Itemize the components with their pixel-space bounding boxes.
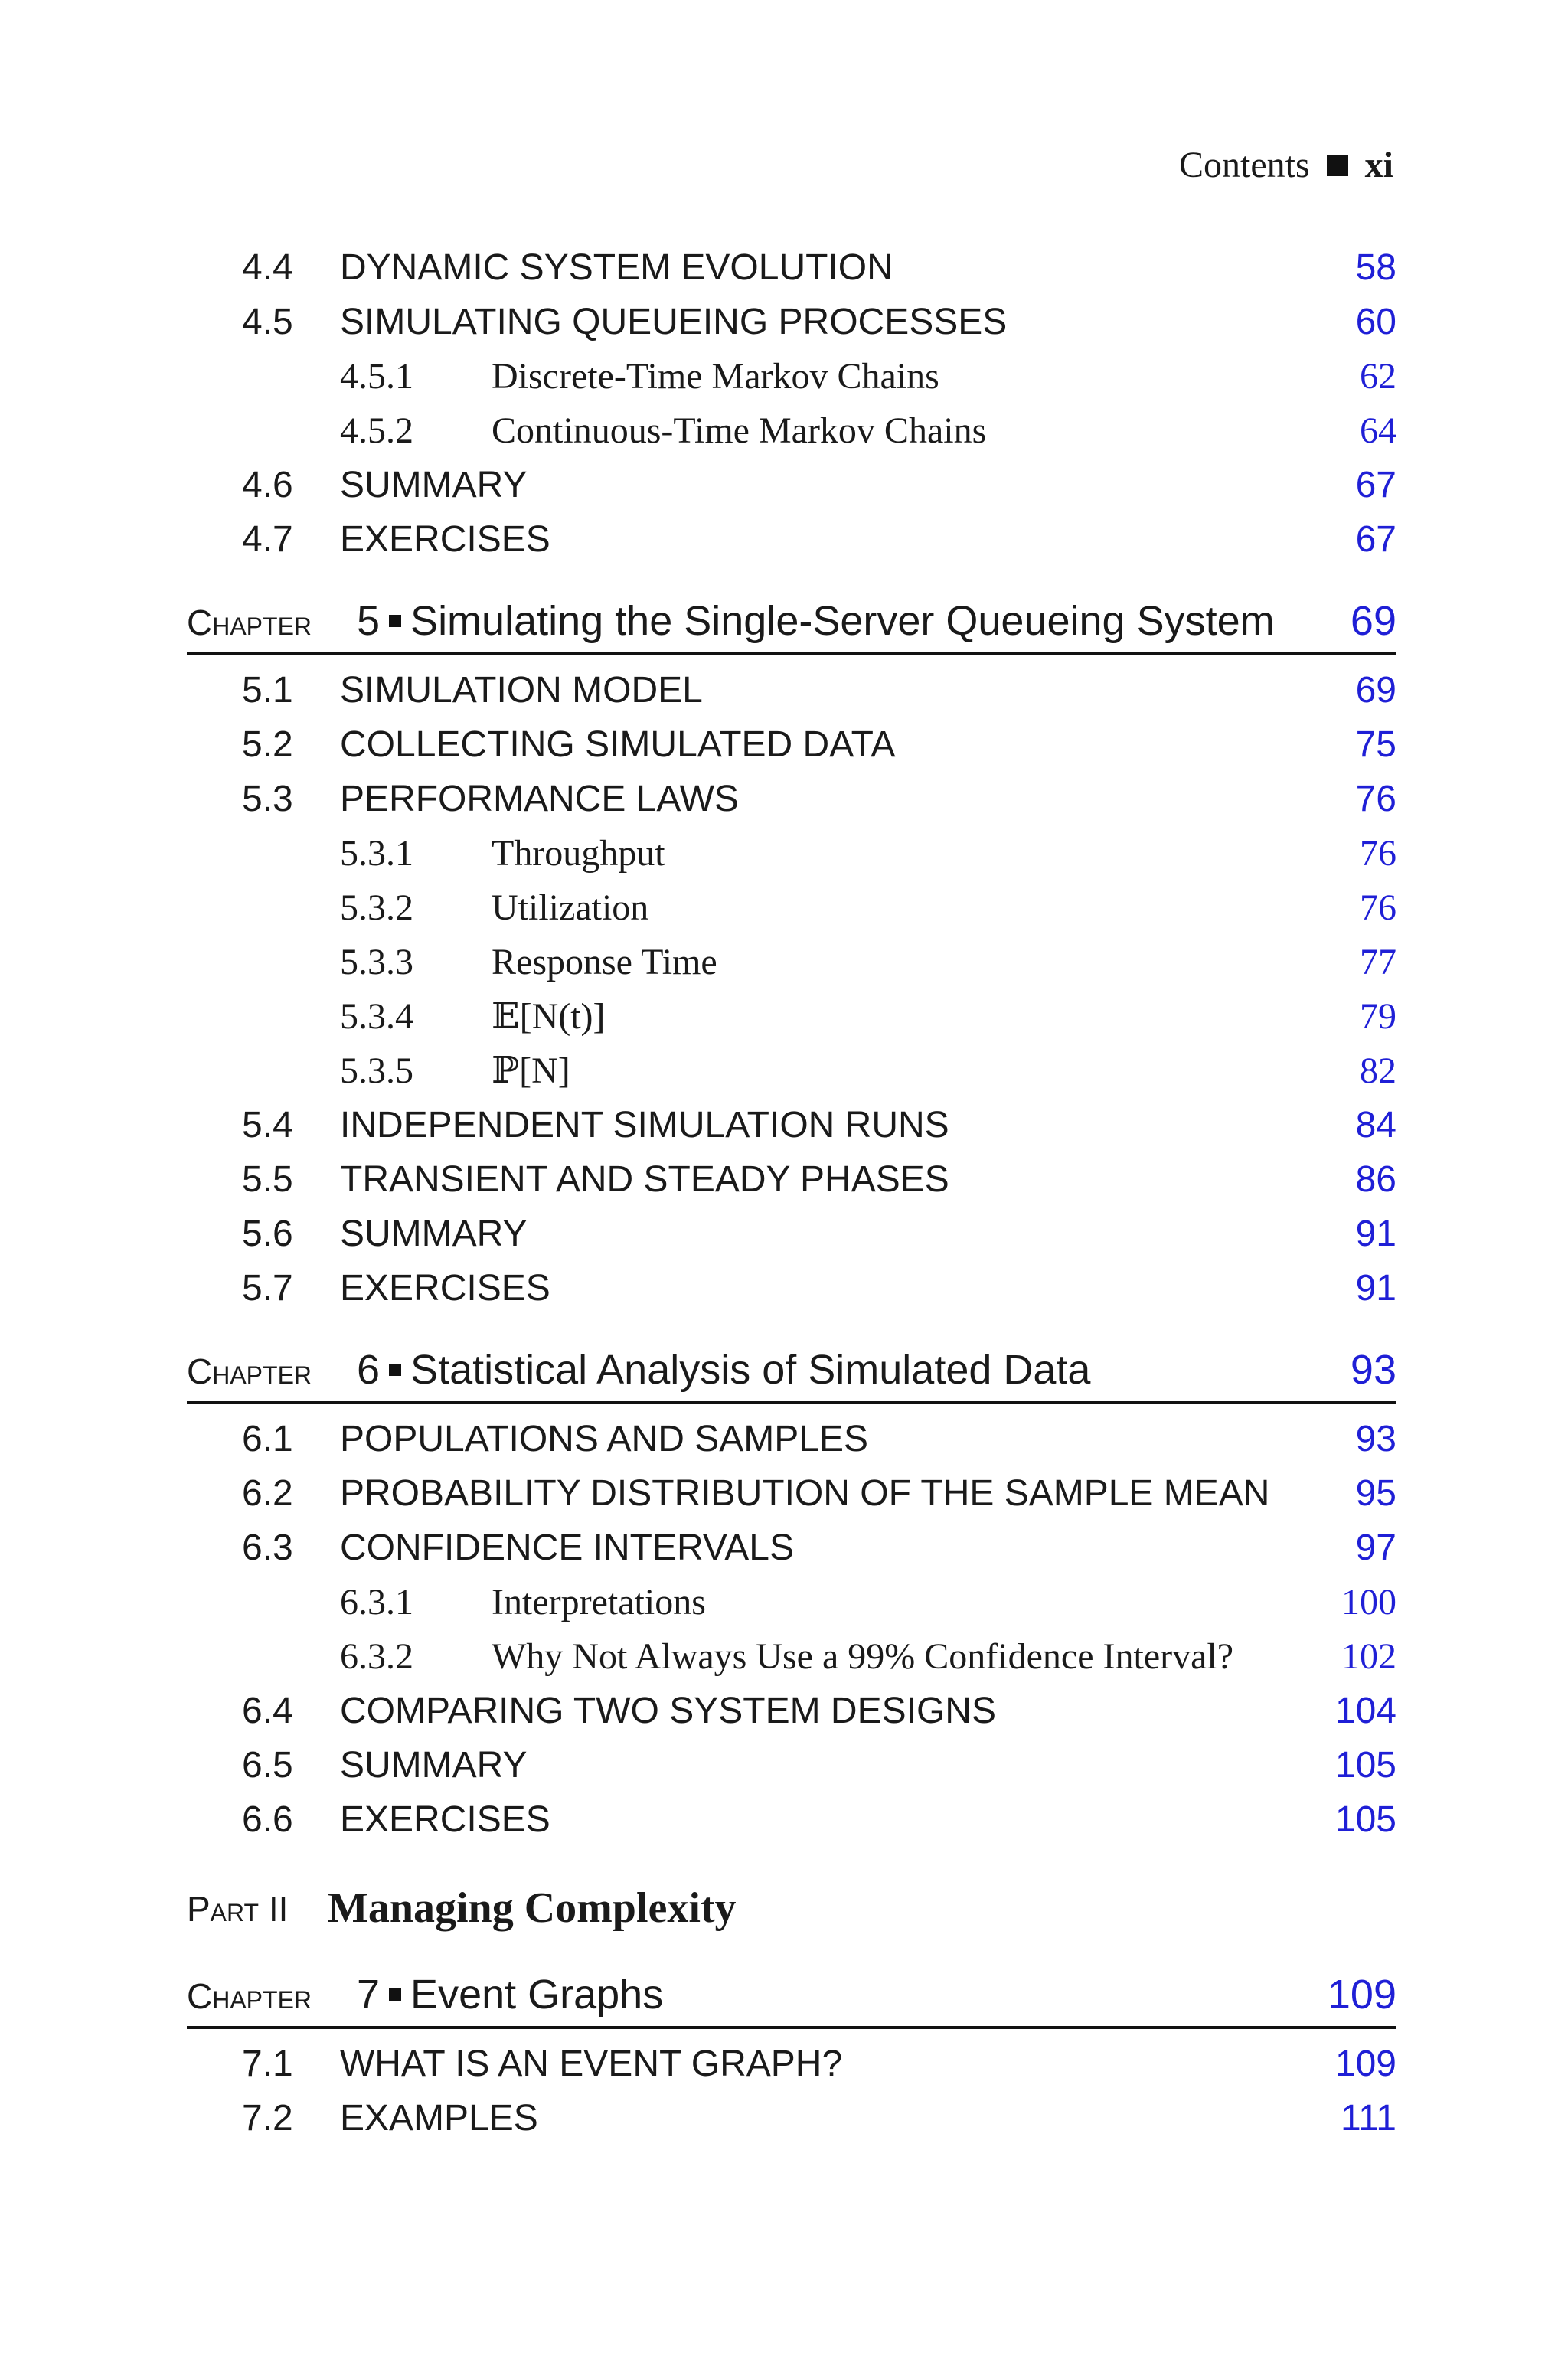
entry-title: Utilization [492, 887, 649, 928]
entry-page-link[interactable]: 77 [1360, 942, 1396, 982]
entry-title: DYNAMIC SYSTEM EVOLUTION [340, 247, 893, 288]
entry-page-link[interactable]: 64 [1360, 410, 1396, 451]
toc-section-entry[interactable] [187, 717, 1396, 772]
entry-page-link[interactable]: 67 [1355, 465, 1396, 505]
entry-number: 6.2 [242, 1473, 293, 1514]
entry-page-link[interactable]: 93 [1355, 1419, 1396, 1459]
entry-title: EXERCISES [340, 519, 550, 560]
entry-title: Why Not Always Use a 99% Confidence Interval? [492, 1636, 1234, 1677]
toc-subsection-entry[interactable] [187, 404, 1396, 458]
toc-section-entry[interactable] [187, 1098, 1396, 1152]
entry-title: EXERCISES [340, 1268, 550, 1309]
toc-subsection-entry[interactable] [187, 826, 1396, 881]
entry-number: 5.3.5 [340, 1051, 413, 1091]
entry-number: 6.1 [242, 1419, 293, 1459]
toc-section-entry[interactable] [187, 1261, 1396, 1315]
entry-title: PROBABILITY DISTRIBUTION OF THE SAMPLE MEAN [340, 1473, 1270, 1514]
part-label: Part II [187, 1889, 289, 1929]
toc-section-entry[interactable] [187, 2091, 1396, 2145]
entry-number: 7.1 [242, 2044, 293, 2084]
entry-number: 6.3.1 [340, 1582, 413, 1622]
entry-title: SIMULATING QUEUEING PROCESSES [340, 302, 1008, 342]
entry-page-link[interactable]: 82 [1360, 1051, 1396, 1091]
chapter-page-link[interactable]: 69 [1350, 598, 1396, 644]
entry-page-link[interactable]: 58 [1355, 247, 1396, 288]
toc-section-entry[interactable] [187, 458, 1396, 512]
entry-page-link[interactable]: 76 [1360, 887, 1396, 928]
toc-subsection-entry[interactable] [187, 881, 1396, 935]
entry-number: 5.3.1 [340, 833, 413, 874]
entry-number: 5.3 [242, 779, 293, 819]
entry-page-link[interactable]: 84 [1355, 1105, 1396, 1145]
entry-number: 6.5 [242, 1745, 293, 1786]
toc-section-entry[interactable] [187, 1207, 1396, 1261]
entry-page-link[interactable]: 60 [1355, 302, 1396, 342]
square-bullet-icon [389, 615, 401, 627]
entry-title: 𝔼[N(t)] [492, 996, 606, 1037]
entry-title: ℙ[N] [492, 1051, 570, 1091]
chapter-title: Simulating the Single-Server Queueing System [410, 598, 1275, 644]
entry-page-link[interactable]: 67 [1355, 519, 1396, 560]
toc-chapter-heading[interactable] [187, 580, 1396, 655]
toc-section-entry[interactable] [187, 772, 1396, 826]
chapter-label: Chapter [187, 1351, 312, 1391]
toc-section-entry[interactable] [187, 1152, 1396, 1207]
entry-title: PERFORMANCE LAWS [340, 779, 739, 819]
chapter-title: Event Graphs [410, 1972, 664, 2018]
entry-number: 6.4 [242, 1691, 293, 1731]
toc-subsection-entry[interactable] [187, 935, 1396, 989]
entry-number: 5.3.2 [340, 887, 413, 928]
entry-page-link[interactable]: 105 [1334, 1745, 1396, 1786]
chapter-number: 6 [357, 1347, 381, 1393]
entry-title: EXERCISES [340, 1799, 550, 1840]
entry-title: SUMMARY [340, 465, 528, 505]
chapter-number: 5 [357, 598, 381, 644]
toc-section-entry[interactable] [187, 1521, 1396, 1575]
toc-section-entry[interactable] [187, 1738, 1396, 1792]
toc-section-entry[interactable] [187, 1466, 1396, 1521]
entry-page-link[interactable]: 104 [1334, 1691, 1396, 1731]
entry-number: 5.3.4 [340, 996, 413, 1037]
chapter-page-link[interactable]: 109 [1327, 1972, 1396, 2018]
entry-page-link[interactable]: 75 [1355, 724, 1396, 765]
toc-subsection-entry[interactable] [187, 1044, 1396, 1098]
entry-title: SUMMARY [340, 1214, 528, 1254]
page-number: xi [1364, 145, 1393, 185]
entry-title: WHAT IS AN EVENT GRAPH? [340, 2044, 843, 2084]
part-title: Managing Complexity [328, 1884, 737, 1932]
entry-page-link[interactable]: 91 [1355, 1268, 1396, 1309]
table-of-contents [187, 240, 1396, 2145]
toc-section-entry[interactable] [187, 295, 1396, 349]
entry-number: 6.6 [242, 1799, 293, 1840]
entry-title: SUMMARY [340, 1745, 528, 1786]
toc-section-entry[interactable] [187, 240, 1396, 295]
entry-number: 4.5 [242, 302, 293, 342]
square-bullet-icon [1327, 155, 1348, 176]
entry-number: 5.7 [242, 1268, 293, 1309]
entry-title: POPULATIONS AND SAMPLES [340, 1419, 868, 1459]
entry-title: Continuous-Time Markov Chains [492, 410, 987, 451]
entry-page-link[interactable]: 76 [1360, 833, 1396, 874]
entry-page-link[interactable]: 109 [1334, 2044, 1396, 2084]
toc-part-heading [187, 1864, 1396, 1940]
toc-section-entry[interactable] [187, 1792, 1396, 1847]
entry-page-link[interactable]: 102 [1341, 1636, 1396, 1677]
toc-section-entry[interactable] [187, 512, 1396, 567]
entry-title: TRANSIENT AND STEADY PHASES [340, 1159, 949, 1200]
entry-number: 6.3 [242, 1528, 293, 1568]
entry-number: 4.4 [242, 247, 293, 288]
square-bullet-icon [389, 1988, 401, 2001]
entry-title: Response Time [492, 942, 717, 982]
entry-page-link[interactable]: 69 [1355, 670, 1396, 711]
entry-title: COMPARING TWO SYSTEM DESIGNS [340, 1691, 996, 1731]
entry-number: 7.2 [242, 2098, 293, 2139]
entry-page-link[interactable]: 86 [1355, 1159, 1396, 1200]
entry-page-link[interactable]: 79 [1360, 996, 1396, 1037]
chapter-label: Chapter [187, 1976, 312, 2016]
entry-number: 4.5.2 [340, 410, 413, 451]
entry-number: 4.6 [242, 465, 293, 505]
toc-section-entry[interactable] [187, 1412, 1396, 1466]
toc-chapter-heading[interactable] [187, 1954, 1396, 2029]
entry-page-link[interactable]: 62 [1360, 356, 1396, 397]
entry-page-link[interactable]: 76 [1355, 779, 1396, 819]
entry-page-link[interactable]: 95 [1355, 1473, 1396, 1514]
entry-number: 5.4 [242, 1105, 293, 1145]
chapter-title: Statistical Analysis of Simulated Data [410, 1347, 1091, 1393]
toc-subsection-entry[interactable] [187, 1575, 1396, 1629]
toc-section-entry[interactable] [187, 663, 1396, 717]
entry-title: EXAMPLES [340, 2098, 538, 2139]
entry-number: 4.7 [242, 519, 293, 560]
entry-title: COLLECTING SIMULATED DATA [340, 724, 896, 765]
entry-number: 5.3.3 [340, 942, 413, 982]
entry-title: SIMULATION MODEL [340, 670, 703, 711]
entry-number: 6.3.2 [340, 1636, 413, 1677]
toc-subsection-entry[interactable] [187, 989, 1396, 1044]
entry-page-link[interactable]: 105 [1334, 1799, 1396, 1840]
entry-title: Discrete-Time Markov Chains [492, 356, 939, 397]
running-header [1179, 144, 1393, 186]
toc-chapter-heading[interactable] [187, 1329, 1396, 1404]
toc-subsection-entry[interactable] [187, 349, 1396, 404]
entry-title: INDEPENDENT SIMULATION RUNS [340, 1105, 949, 1145]
entry-page-link[interactable]: 97 [1355, 1528, 1396, 1568]
entry-title: CONFIDENCE INTERVALS [340, 1528, 794, 1568]
running-header-label: Contents [1178, 145, 1310, 185]
toc-section-entry[interactable] [187, 1684, 1396, 1738]
entry-page-link[interactable]: 91 [1355, 1214, 1396, 1254]
chapter-number: 7 [357, 1972, 381, 2018]
entry-number: 5.1 [242, 670, 293, 711]
entry-number: 5.6 [242, 1214, 293, 1254]
square-bullet-icon [389, 1364, 401, 1376]
toc-section-entry[interactable] [187, 2037, 1396, 2091]
entry-page-link[interactable]: 100 [1341, 1582, 1396, 1622]
entry-number: 4.5.1 [340, 356, 413, 397]
entry-title: Throughput [492, 833, 665, 874]
toc-subsection-entry[interactable] [187, 1629, 1396, 1684]
entry-page-link[interactable]: 111 [1341, 2098, 1396, 2139]
entry-title: Interpretations [492, 1582, 706, 1622]
entry-number: 5.2 [242, 724, 293, 765]
entry-number: 5.5 [242, 1159, 293, 1200]
chapter-label: Chapter [187, 603, 312, 642]
chapter-page-link[interactable]: 93 [1350, 1347, 1396, 1393]
